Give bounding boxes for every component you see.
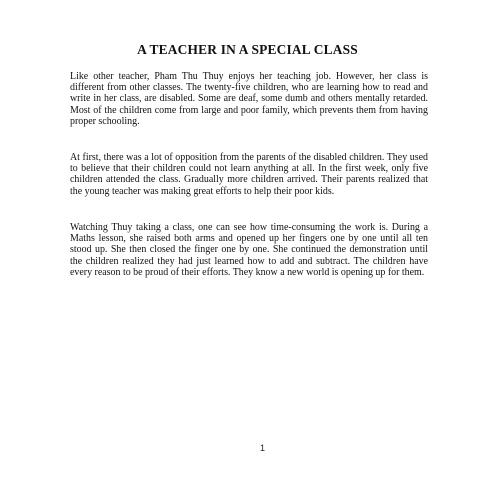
paragraph-3: Watching Thuy taking a class, one can see how time-consuming the work is. During a Maths lesson, she raised both arms and opened up her fingers one by one until all ten stood up. She then closed the finger one by one. She continued the demonstration until the children realized they had just learned how to add and subtract. The children have every reason to be proud of their efforts. They know a new world is opening up for them. xyxy=(70,222,428,278)
page-number: 1 xyxy=(259,443,265,453)
paragraph-2: At first, there was a lot of opposition from the parents of the disabled children. They used to believe that their children could not learn anything at all. In the first week, only five children attended the class. Gradually more children arrived. Their parents realized that the young teacher was making great efforts to help their poor kids. xyxy=(70,152,428,197)
document-title: A TEACHER IN A SPECIAL CLASS xyxy=(137,42,358,57)
paragraph-1: Like other teacher, Pham Thu Thuy enjoys her teaching job. However, her class is different from other classes. The twenty-five children, who are learning how to read and write in her class, are disabled. Some are deaf, some dumb and others mentally retarded. Most of the children come from large and poor family, which prevents them from having proper schooling. xyxy=(70,71,428,127)
